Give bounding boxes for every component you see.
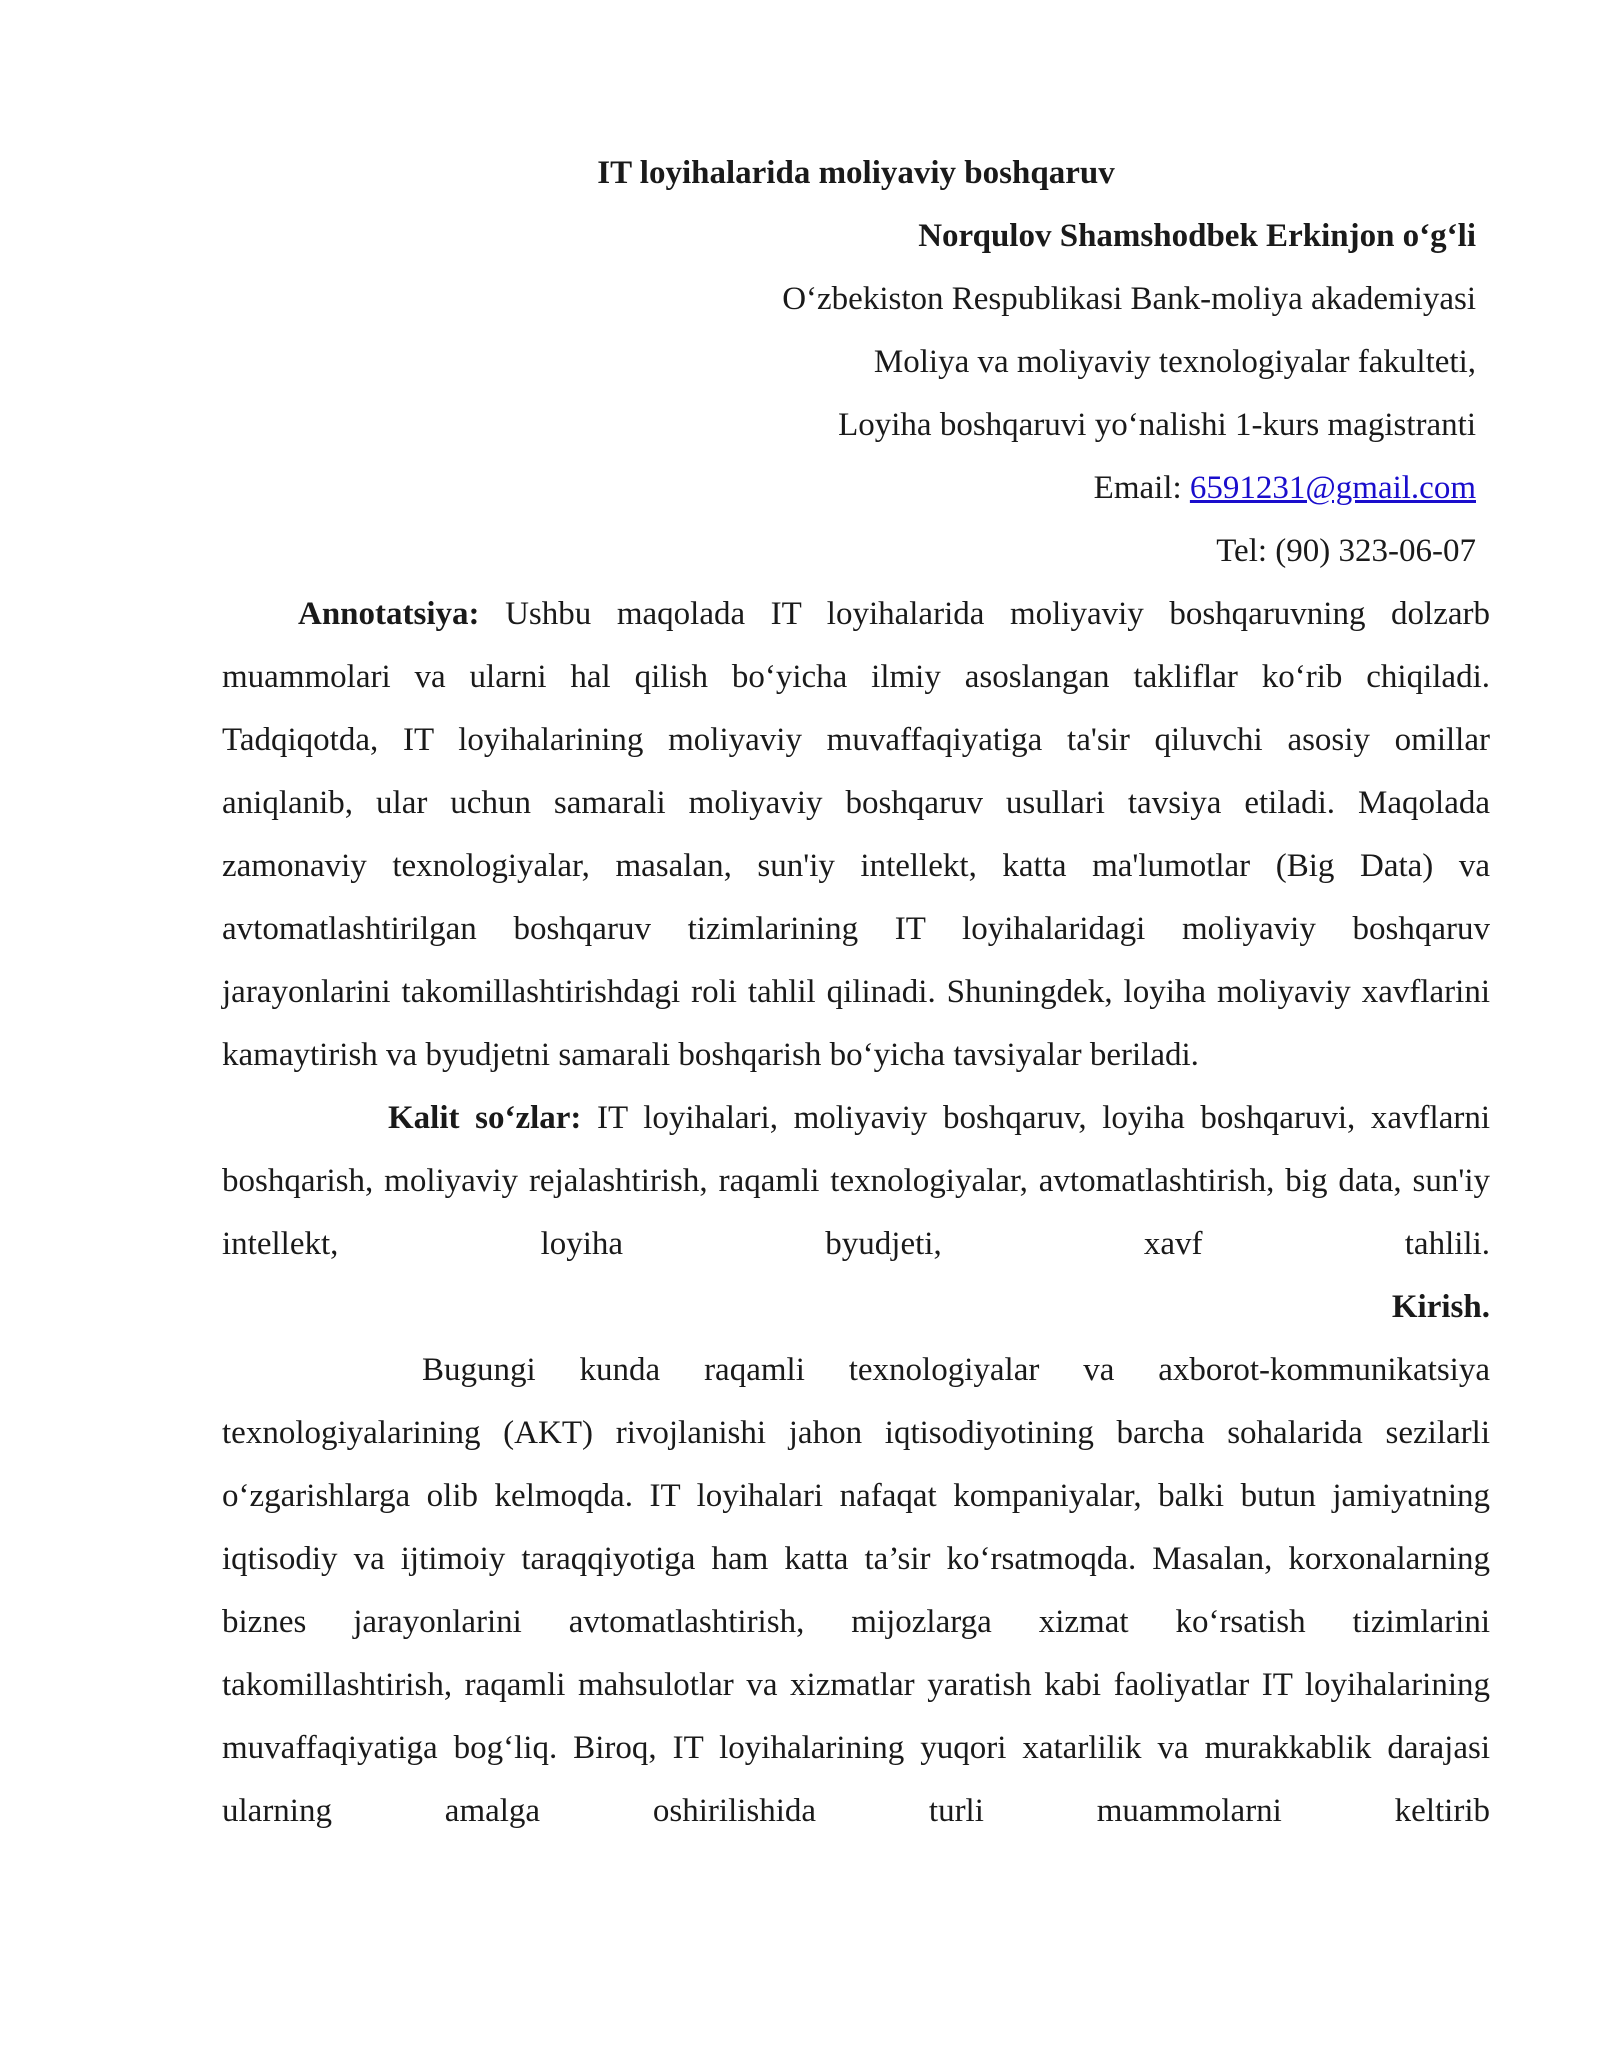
email-link[interactable]: 6591231@gmail.com xyxy=(1189,470,1476,506)
author-affiliation-1: O‘zbekiston Respublikasi Bank-moliya akademiyasi xyxy=(782,281,1476,317)
paper-title: IT loyihalarida moliyaviy boshqaruv xyxy=(597,155,1115,191)
author-name: Norqulov Shamshodbek Erkinjon o‘g‘li xyxy=(918,218,1476,254)
email-label: Email: xyxy=(1093,470,1190,506)
author-affiliation-3: Loyiha boshqaruvi yo‘nalishi 1-kurs magistranti xyxy=(838,407,1476,443)
author-phone: Tel: (90) 323-06-07 xyxy=(1216,533,1476,569)
keywords-label: Kalit so‘zlar: xyxy=(388,1100,582,1136)
introduction-paragraph: Bugungi kunda raqamli texnologiyalar va axborot-kommunikatsiya texnologiyalarining (AKT) rivojlanishi jahon iqtisodiyotining barcha sohalarida sezilarli o‘zgarishlarga olib kelmoqda. IT loyihalari nafaqat kompaniyalar, balki butun jamiyatning iqtisodiy va ijtimoiy taraqqiyotiga ham katta ta’sir ko‘rsatmoqda. Masalan, korxonalarning biznes jarayonlarini avtomatlashtirish, mijozlarga xizmat ko‘rsatish tizimlarini takomillashtirish, raqamli mahsulotlar va xizmatlar yaratish kabi faoliyatlar IT loyihalarining muvaffaqiyatiga bog‘liq. Biroq, IT loyihalarining yuqori xatarlilik va murakkablik darajasi ularning amalga oshirilishida turli muammolarni keltirib xyxy=(222,1352,1490,1829)
abstract-label: Annotatsiya: xyxy=(298,596,480,632)
keywords-text: IT loyihalari, moliyaviy boshqaruv, loyiha boshqaruvi, xavflarni boshqarish, moliyaviy rejalashtirish, raqamli texnologiyalar, avtomatlashtirish, big data, sun'iy intellekt, loyiha byudjeti, xavf tahlili. xyxy=(222,1100,1491,1262)
author-affiliation-2: Moliya va moliyaviy texnologiyalar fakulteti, xyxy=(873,344,1476,380)
abstract-text: Ushbu maqolada IT loyihalarida moliyaviy boshqaruvning dolzarb muammolari va ularni hal qilish bo‘yicha ilmiy asoslangan takliflar ko‘rib chiqiladi. Tadqiqotda, IT loyihalarining moliyaviy muvaffaqiyatiga ta'sir qiluvchi asosiy omillar aniqlanib, ular uchun samarali moliyaviy boshqaruv usullari tavsiya etiladi. Maqolada zamonaviy texnologiyalar, masalan, sun'iy intellekt, katta ma'lumotlar (Big Data) va avtomatlashtirilgan boshqaruv tizimlarining IT loyihalaridagi moliyaviy boshqaruv jarayonlarini takomillashtirishdagi roli tahlil qilinadi. Shuningdek, loyiha moliyaviy xavflarini kamaytirish va byudjetni samarali boshqarish bo‘yicha tavsiyalar beriladi. xyxy=(222,596,1490,1073)
abstract-paragraph xyxy=(222,583,1490,1087)
introduction-heading: Kirish. xyxy=(1391,1289,1490,1325)
keywords-paragraph xyxy=(222,1087,1490,1276)
paper-page xyxy=(222,142,1490,1843)
author-email-line xyxy=(222,457,1490,520)
